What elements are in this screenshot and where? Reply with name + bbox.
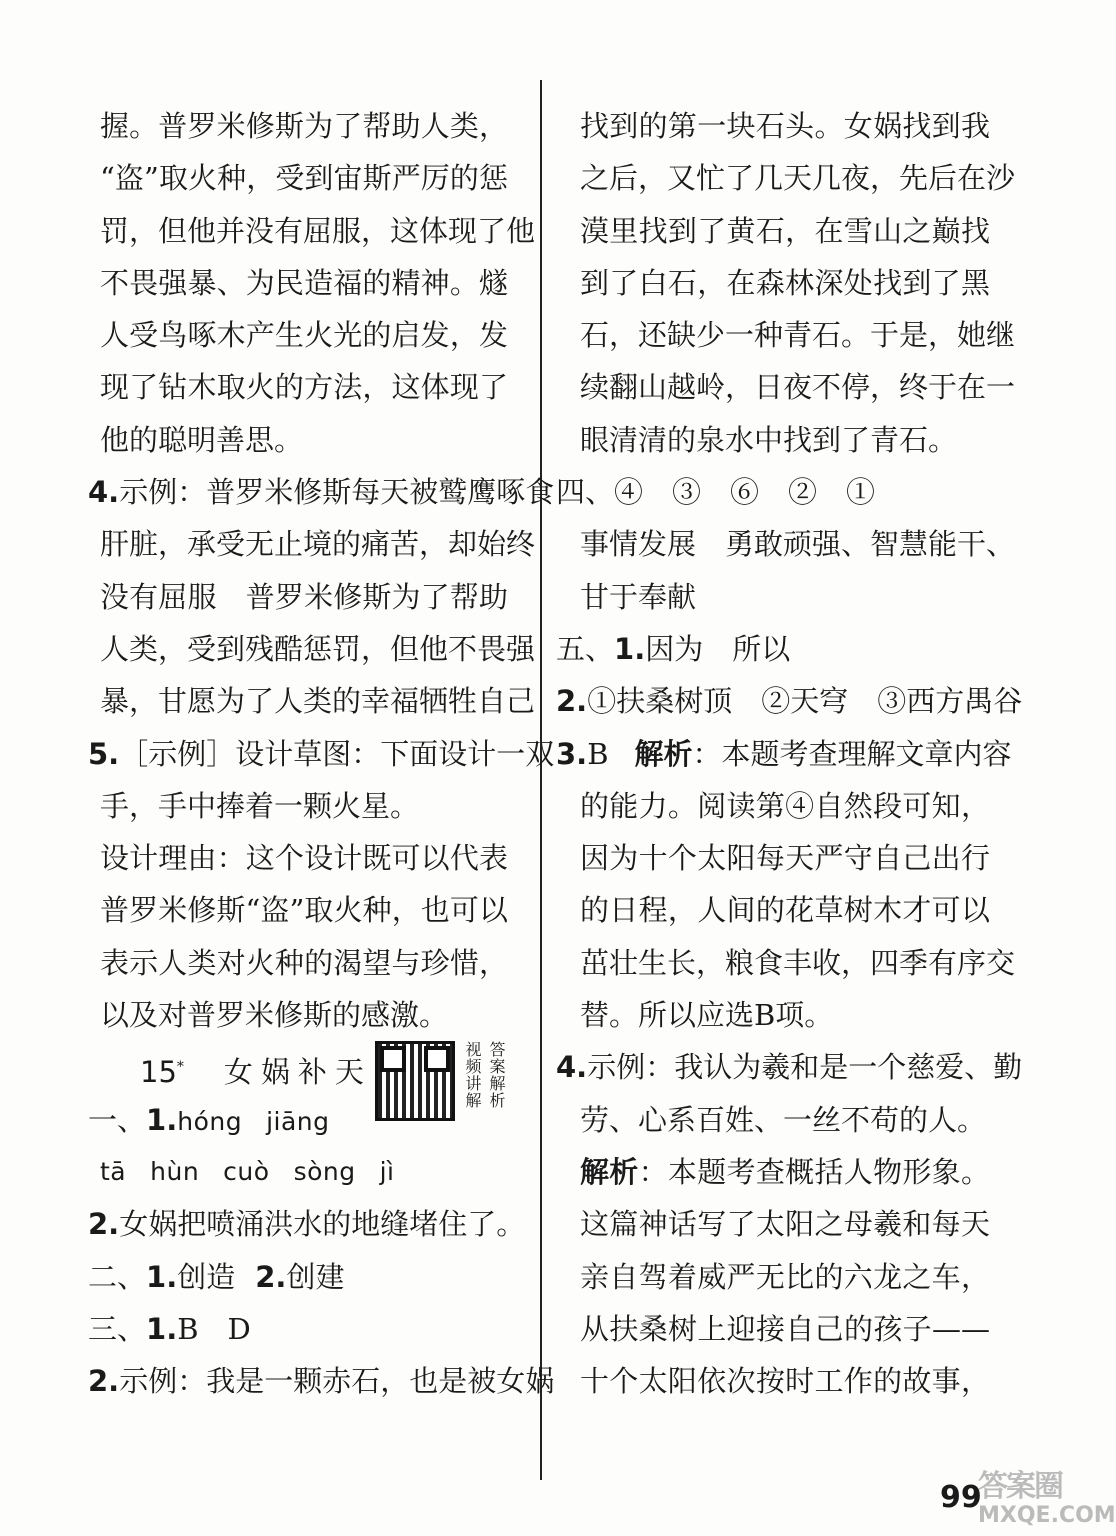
order-answer: ④ ③ ⑥ ② ① [614, 475, 876, 510]
text-line: 劳、心系百姓、一丝不苟的人。 [580, 1102, 987, 1137]
left-column [88, 100, 555, 1407]
text-line: 的日程，人间的花草树木才可以 [580, 893, 990, 928]
text-line: 替。所以应选B项。 [580, 998, 834, 1033]
answer-text: 创造 [177, 1259, 236, 1294]
question-number: 2. [556, 684, 588, 719]
text-line: 握。普罗米修斯为了帮助人类， [100, 109, 508, 143]
text-line: 这篇神话写了太阳之母羲和每天 [580, 1207, 990, 1242]
text-line: 以及对普罗米修斯的感激。 [100, 998, 449, 1033]
text-line: 表示人类对火种的渴望与珍惜， [100, 945, 508, 980]
question-number: 1. [146, 1311, 178, 1346]
page-number: 99 [940, 1480, 982, 1515]
section-3 [88, 1303, 555, 1408]
text-line: 亲自驾着威严无比的六龙之车， [580, 1259, 990, 1294]
lesson-title [100, 1041, 508, 1110]
question-number: 4. [88, 475, 120, 510]
watermark-top: 答案圈 [978, 1469, 1062, 1504]
pinyin-item: cuò [223, 1156, 270, 1186]
text-line: 普罗米修斯“盗”取火种，也可以 [100, 893, 508, 928]
answer-text: ①扶桑树顶 ②天穹 ③西方禺谷 [587, 684, 1023, 719]
text-line: 的能力。阅读第④自然段可知， [580, 788, 990, 823]
pinyin-item: sòng [293, 1156, 356, 1186]
section-head: 四、 [556, 475, 615, 510]
question-number: 1. [146, 1102, 178, 1137]
text-line: 眼清清的泉水中找到了青石。 [580, 422, 958, 457]
text-line: 人受鸟啄木产生火光的启发，发 [100, 318, 508, 353]
right-column [556, 100, 1023, 1407]
text-line: ：本题考查理解文章内容 [692, 736, 1012, 771]
continued-answer [580, 100, 1016, 466]
text-line: ：本题考查概括人物形象。 [638, 1154, 990, 1189]
text-line: 设计理由：这个设计既可以代表 [100, 841, 508, 876]
question-number: 3. [556, 736, 588, 771]
section-5 [556, 623, 1023, 1407]
answer-5 [88, 728, 555, 1042]
section-head: 二、 [88, 1259, 147, 1294]
analysis-label: 解析 [580, 1154, 639, 1189]
qr-code-icon[interactable] [375, 1041, 455, 1121]
answer-text: 因为 所以 [645, 631, 791, 666]
text-line: 之后，又忙了几天几夜，先后在沙 [580, 161, 1016, 196]
text-line: 续翻山越岭，日夜不停，终于在一 [580, 370, 1016, 405]
pinyin-item: tā [100, 1156, 127, 1186]
section-2 [88, 1251, 508, 1303]
text-line: 肝脏，承受无止境的痛苦，却始终 [100, 527, 536, 562]
text-line: 罚，但他并没有屈服，这体现了他 [100, 213, 536, 248]
answer-text: 创建 [286, 1259, 345, 1294]
text-line: ［示例］设计草图：下面设计一双 [119, 736, 555, 771]
text-line: 示例：我是一颗赤石，也是被女娲 [119, 1364, 555, 1399]
text-line: 从扶桑树上迎接自己的孩子—— [580, 1311, 990, 1346]
pinyin-item: hóng [177, 1106, 243, 1136]
text-line: 找到的第一块石头。女娲找到我 [580, 109, 990, 143]
answer-4 [88, 466, 555, 727]
question-number: 2. [88, 1364, 120, 1399]
text-line: 暴，甘愿为了人类的幸福牺牲自己 [100, 684, 536, 719]
qr-label-answer: 答案解析 [487, 1041, 506, 1110]
qr-labels [462, 1041, 506, 1109]
pinyin-item: hùn [150, 1156, 200, 1186]
text-line: 手，手中捧着一颗火星。 [100, 788, 420, 823]
question-number: 1. [146, 1259, 178, 1294]
lesson-number: 15 [140, 1055, 177, 1089]
question-number: 5. [88, 736, 120, 771]
lesson-mark: * [176, 1059, 184, 1076]
question-number: 1. [614, 631, 646, 666]
pinyin-item: jì [379, 1156, 395, 1186]
text-line: 茁壮生长，粮食丰收，四季有序交 [580, 945, 1016, 980]
text-line: 石，还缺少一种青石。于是，她继 [580, 318, 1016, 353]
answer-choice: B [587, 736, 609, 771]
text-line: 他的聪明善思。 [100, 422, 304, 457]
text-line: 女娲把喷涌洪水的地缝堵住了。 [119, 1207, 526, 1242]
text-line: 漠里找到了黄石，在雪山之巅找 [580, 213, 990, 248]
text-line: 人类，受到残酷惩罚，但他不畏强 [100, 631, 536, 666]
text-line: 甘于奉献 [580, 579, 697, 614]
text-line: 事情发展 勇敢顽强、智慧能干、 [580, 527, 1016, 562]
text-line: 到了白石，在森林深处找到了黑 [580, 265, 990, 300]
qr-label-video: 视频讲解 [463, 1041, 482, 1110]
text-line: 示例：普罗米修斯每天被鹫鹰啄食 [119, 475, 555, 510]
lesson-name: 女娲补天 [223, 1055, 372, 1089]
text-line: 因为十个太阳每天严守自己出行 [580, 841, 990, 876]
continued-answer [100, 100, 536, 466]
analysis-label: 解析 [634, 736, 693, 771]
question-number: 4. [556, 1050, 588, 1085]
text-line: 现了钻木取火的方法，这体现了 [100, 370, 508, 405]
text-line: 不畏强暴、为民造福的精神。燧 [100, 265, 508, 300]
watermark-logo [978, 1469, 1116, 1532]
pinyin-item: jiāng [266, 1106, 330, 1136]
answer-text: B D [177, 1311, 251, 1346]
question-number: 2. [88, 1207, 120, 1242]
section-head: 五、 [556, 631, 615, 666]
watermark-bottom: MXQE.COM [978, 1503, 1116, 1528]
text-line: “盗”取火种，受到宙斯严厉的惩 [100, 161, 508, 196]
section-head: 三、 [88, 1311, 147, 1346]
text-line: 示例：我认为羲和是一个慈爱、勤 [587, 1050, 1023, 1085]
text-line: 十个太阳依次按时工作的故事， [580, 1364, 990, 1399]
section-4 [556, 466, 1016, 623]
question-number: 2. [255, 1259, 287, 1294]
section-head: 一、 [88, 1102, 147, 1137]
text-line: 没有屈服 普罗米修斯为了帮助 [100, 579, 508, 614]
column-divider [540, 80, 542, 1480]
